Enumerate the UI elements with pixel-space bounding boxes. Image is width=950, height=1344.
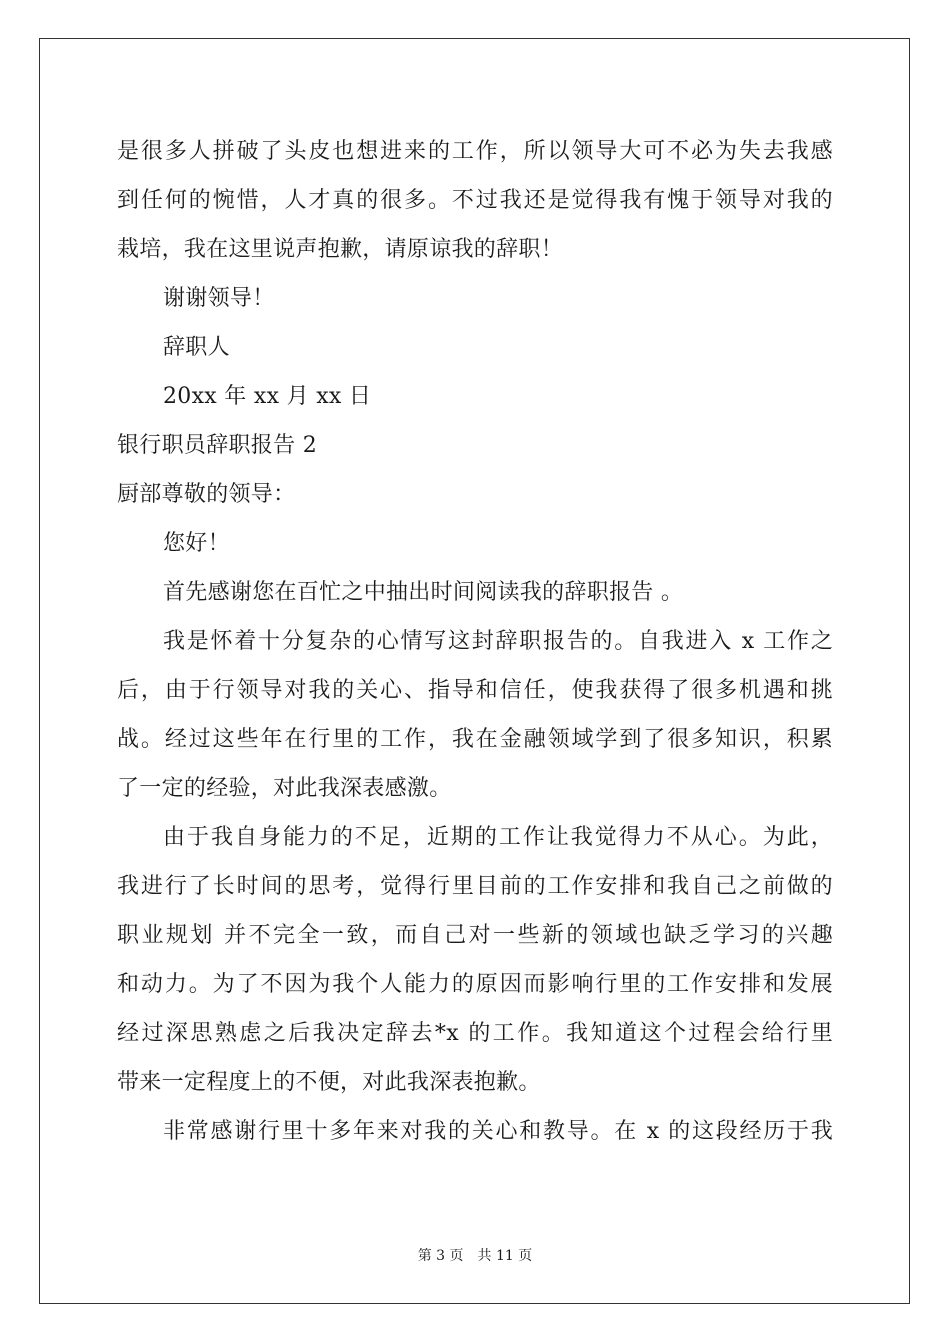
text-line: 后，由于行领导对我的关心、指导和信任，使我获得了很多机遇和挑 [117,678,833,703]
page-total: 共 11 页 [477,1248,533,1264]
text-line: 经过深思熟虑之后我决定辞去*x 的工作。我知道这个过程会给行里 [117,1021,833,1046]
text-line: 我是怀着十分复杂的心情写这封辞职报告的。自我进入 x 工作之 [163,629,833,654]
text-line: 战。经过这些年在行里的工作，我在金融领域学到了很多知识，积累 [117,727,833,752]
page-footer [0,1246,950,1266]
text-line: 我进行了长时间的思考，觉得行里目前的工作安排和我自己之前做的 [117,874,833,899]
text-line: 银行职员辞职报告 2 [117,433,317,458]
text-line: 和动力。为了不因为我个人能力的原因而影响行里的工作安排和发展 [117,972,833,997]
page-number: 第 3 页 [417,1248,464,1264]
text-line: 带来一定程度上的不便，对此我深表抱歉。 [117,1070,541,1095]
document-body [117,127,833,1156]
text-line: 了一定的经验，对此我深表感激。 [117,776,452,801]
text-line: 谢谢领导！ [163,286,275,311]
text-line: 职业规划 并不完全一致，而自己对一些新的领域也缺乏学习的兴趣 [117,923,833,948]
text-line: 厨部尊敬的领导： [117,482,296,507]
text-line: 辞职人 [163,335,230,360]
text-line: 由于我自身能力的不足，近期的工作让我觉得力不从心。为此， [163,825,833,850]
text-line: 首先感谢您在百忙之中抽出时间阅读我的辞职报告 。 [163,580,684,605]
text-line: 20xx 年 xx 月 xx 日 [163,384,372,409]
text-line: 栽培，我在这里说声抱歉，请原谅我的辞职！ [117,237,564,262]
text-line: 您好！ [163,531,230,556]
text-line: 到任何的惋惜，人才真的很多。不过我还是觉得我有愧于领导对我的 [117,188,833,213]
text-line: 是很多人拼破了头皮也想进来的工作，所以领导大可不必为失去我感 [117,139,833,164]
text-line: 非常感谢行里十多年来对我的关心和教导。在 x 的这段经历于我 [163,1119,833,1144]
